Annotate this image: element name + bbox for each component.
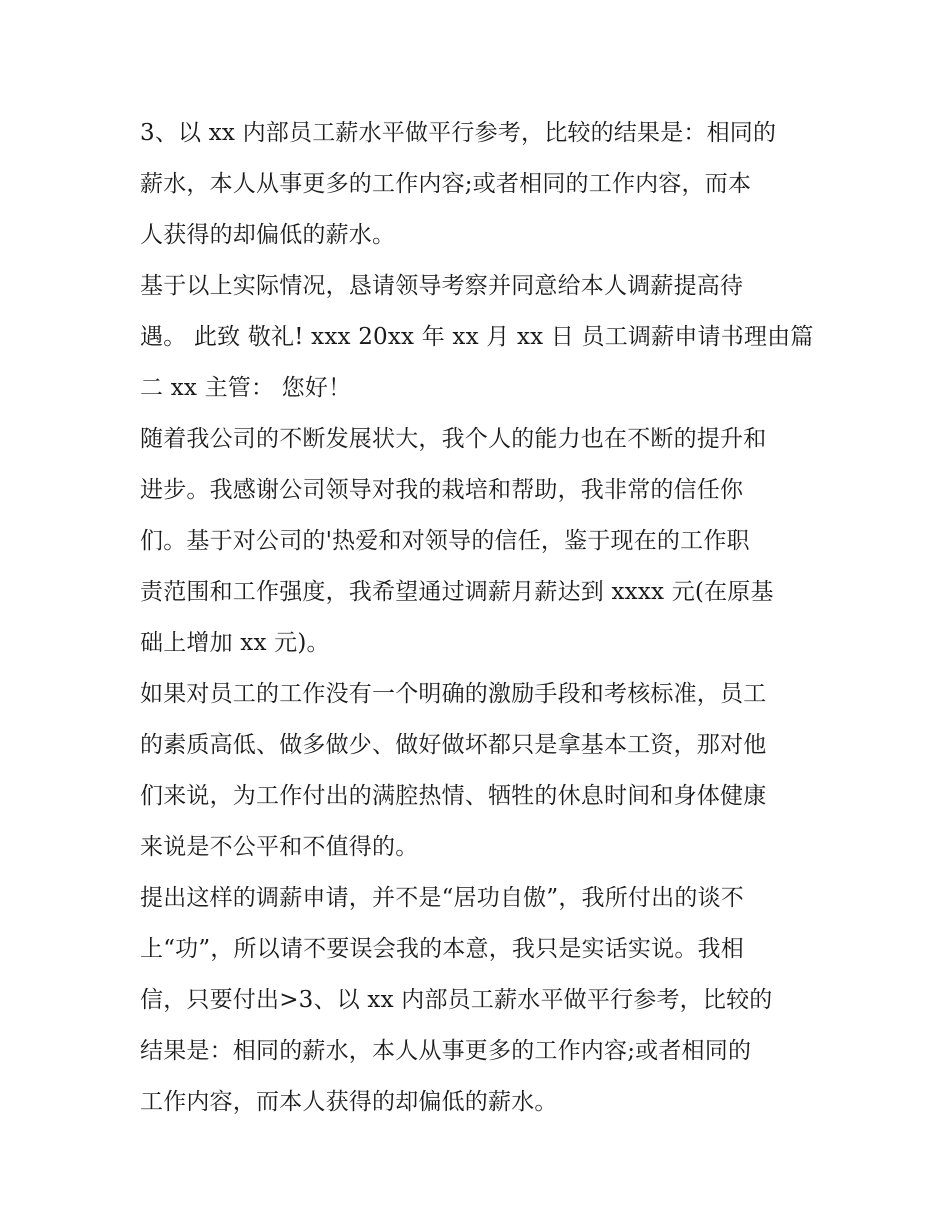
paragraph-comparison [140, 108, 820, 261]
text-line: 薪水，本人从事更多的工作内容;或者相同的工作内容，而本 [140, 171, 752, 197]
document-body [140, 108, 820, 1128]
paragraph-incentive [140, 669, 820, 873]
text-line: 提出这样的调薪申请，并不是“居功自傲”，我所付出的谈不 [140, 885, 744, 911]
text-line: 如果对员工的工作没有一个明确的激励手段和考核标准，员工 [140, 681, 767, 707]
text-line: 遇。 此致 敬礼! xxx 20xx 年 xx 月 xx 日 员工调薪申请书理由篇 [140, 324, 814, 350]
text-line: 进步。我感谢公司领导对我的栽培和帮助，我非常的信任你 [140, 477, 744, 503]
text-line: 工作内容，而本人获得的却偏低的薪水。 [140, 1089, 558, 1115]
text-line: 结果是：相同的薪水，本人从事更多的工作内容;或者相同的 [140, 1038, 752, 1064]
text-line: 基于以上实际情况，恳请领导考察并同意给本人调薪提高待 [140, 273, 744, 299]
text-line: 们来说，为工作付出的满腔热情、牺牲的休息时间和身体健康 [140, 783, 767, 809]
paragraph-company-growth [140, 414, 820, 669]
text-line: 3、以 xx 内部员工薪水平做平行参考，比较的结果是：相同的 [140, 120, 777, 146]
text-line: 们。基于对公司的'热爱和对领导的信任，鉴于现在的工作职 [140, 528, 750, 554]
text-line: 础上增加 xx 元)。 [140, 630, 330, 656]
paragraph-clarification [140, 873, 820, 1128]
text-line: 人获得的却偏低的薪水。 [140, 222, 396, 248]
text-line: 的素质高低、做多做少、做好做坏都只是拿基本工资，那对他 [140, 732, 767, 758]
text-line: 上“功”，所以请不要误会我的本意，我只是实话实说。我相 [140, 936, 744, 962]
text-line: 二 xx 主管： 您好！ [140, 375, 352, 401]
paragraph-request-closing [140, 261, 820, 414]
text-line: 信，只要付出>3、以 xx 内部员工薪水平做平行参考，比较的 [140, 987, 773, 1013]
text-line: 来说是不公平和不值得的。 [140, 834, 419, 860]
text-line: 随着我公司的不断发展状大，我个人的能力也在不断的提升和 [140, 426, 767, 452]
text-line: 责范围和工作强度，我希望通过调薪月薪达到 xxxx 元(在原基 [140, 579, 774, 605]
